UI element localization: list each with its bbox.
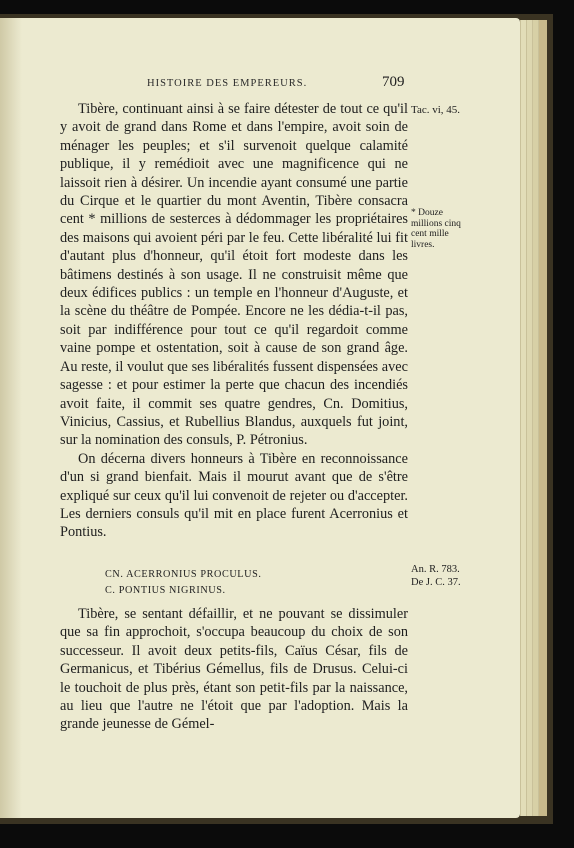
consul-line-1: CN. ACERRONIUS PROCULUS.: [105, 569, 262, 580]
paragraph-1: Tibère, continuant ainsi à se faire détester de tout ce qu'il y avoit de grand dans Rome et dans l'empire, avoit soin de ménager les peuples; et s'il survenoit quelque calamité publique, il y remédioit avec une magnificence qui ne laissoit rien à désirer. Un incendie ayant consumé une partie du Cirque et le quartier du mont Aventin, Tibère consacra cent * millions de sesterces à dédommager les propriétaires des maisons qui avoient péri par le feu. Cette libéralité lui fit d'autant plus d'honneur, qu'il étoit fort modeste dans les bâtimens destinés à son usage. Il ne construisit même que deux édifices publics : un temple en l'honneur d'Auguste, et la scène du théâtre de Pompée. Encore ne les dédia-t-il pas, soit par indifférence pour tout ce qu'il regardoit comme vaine pompe et ostentation, soit à cause de son grand âge. Au reste, il voulut que ses libéralités fussent dispensées avec sagesse : et pour estimer la perte que chacun des incendiés avoit faite, il commit ses quatre gendres, Cn. Domitius, Vinicius, Cassius, et Rubellius Blandus, auxquels fut joint, sur la nomination des consuls, P. Pétronius.: [60, 101, 408, 449]
running-head: HISTOIRE DES EMPEREURS.: [147, 78, 308, 89]
paragraph-3: Tibère, se sentant défaillir, et ne pouvant se dissimuler que sa fin approchoit, s'occupa beaucoup du choix de son successeur. Il avoit deux petits-fils, Caïus César, fils de Germanicus, et Tibérius Gémellus, fils de Drusus. Celui-ci le touchoit de plus près, étant son petit-fils par la naissance, au lieu que l'autre ne l'étoit que par l'adoption. Mais la grande jeunesse de Gémel-: [60, 606, 408, 733]
page-edge: [538, 20, 547, 816]
consuls-heading: [105, 567, 405, 599]
margin-footnote: * Douze millions cinq cent mille livres.: [411, 208, 461, 250]
margin-date-line-1: An. R. 783.: [411, 564, 460, 575]
page-number: 709: [382, 74, 405, 90]
margin-date: [411, 563, 461, 589]
consul-line-2: C. PONTIUS NIGRINUS.: [105, 585, 226, 596]
main-text: [60, 100, 408, 542]
page-gutter: [0, 18, 22, 818]
margin-reference: Tac. vi, 45.: [411, 104, 461, 116]
paragraph-2: On décerna divers honneurs à Tibère en reconnoissance d'un si grand bienfait. Mais il mourut avant que de s'être expliqué sur ceux qu'il lui convenoit de rejeter ou d'accepter. Les derniers consuls qu'il mit en place furent Acerronius et Pontius.: [60, 450, 408, 541]
margin-date-line-2: De J. C. 37.: [411, 577, 461, 588]
